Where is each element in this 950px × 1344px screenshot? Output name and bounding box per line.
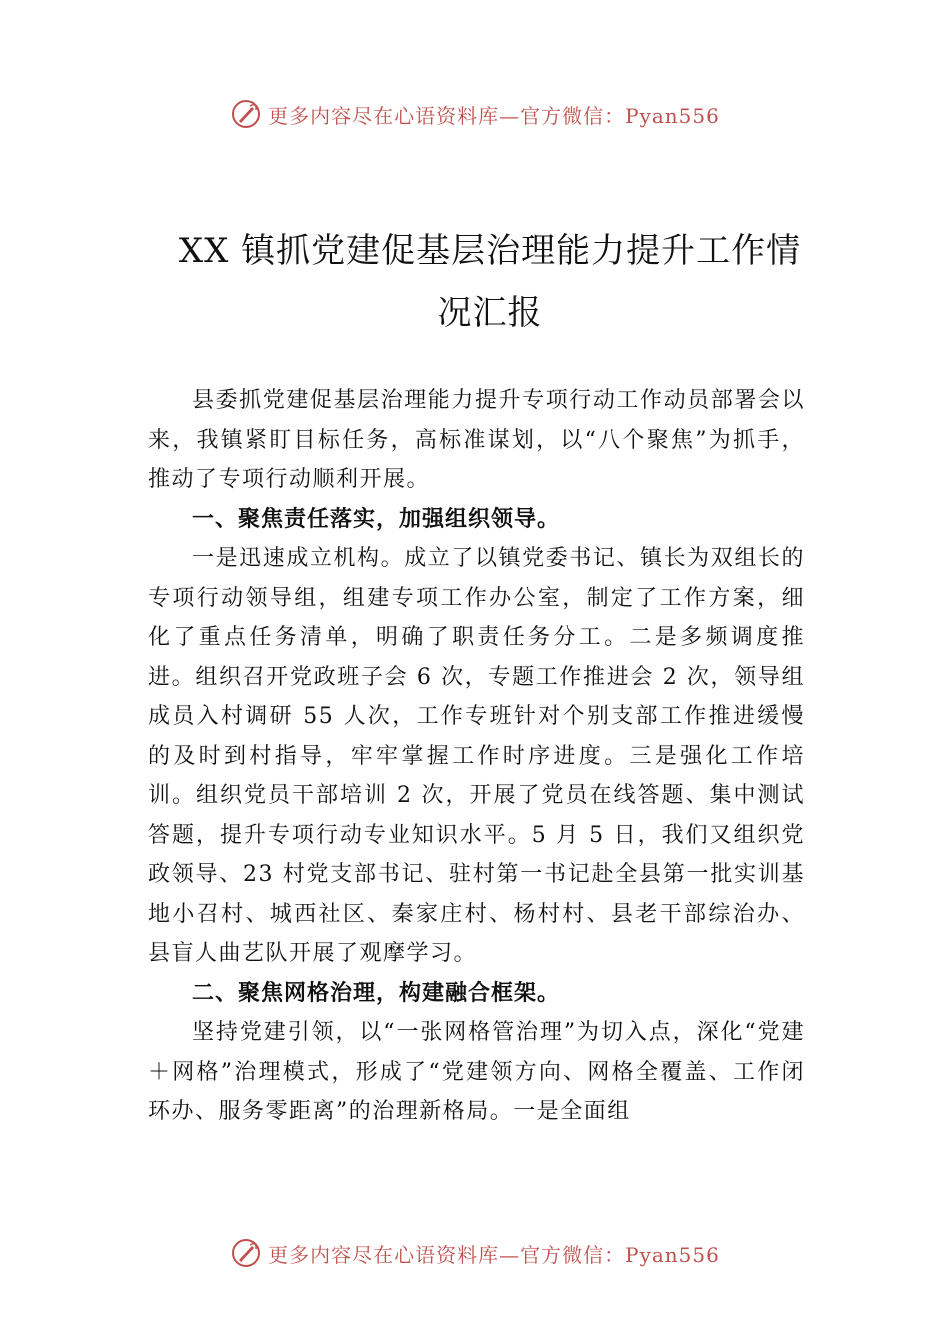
title-line-1: XX 镇抓党建促基层治理能力提升工作情 [178, 231, 802, 271]
section-1-heading: 一、聚焦责任落实，加强组织领导。 [192, 506, 561, 532]
section-2-heading: 二、聚焦网格治理，构建融合框架。 [192, 980, 561, 1006]
intro-paragraph: 县委抓党建促基层治理能力提升专项行动工作动员部署会以来，我镇紧盯目标任务，高标准谋划，以“八个聚焦”为抓手，推动了专项行动顺利开展。 [148, 388, 805, 492]
section-1-paragraph: 一是迅速成立机构。成立了以镇党委书记、镇长为双组长的专项行动领导组，组建专项工作办公室，制定了工作方案，细化了重点任务清单，明确了职责任务分工。二是多频调度推进。组织召开党政班子会 6 次，专题工作推进会 2 次，领导组成员入村调研 55 人次，工作专班针对个别支部工作推进缓慢的及时到村指导，牢牢掌握工作时序进度。三是强化工作培训。组织党员干部培训 2 次，开展了党员在线答题、集中测试答题，提升专项行动专业知识水平。5 月 5 日，我们又组织党政领导、23 村党支部书记、驻村第一书记赴全县第一批实训基地小召村、城西社区、秦家庄村、杨村村、县老干部综治办、县盲人曲艺队开展了观摩学习。 [148, 546, 805, 966]
quill-logo-icon [230, 1237, 262, 1269]
document-title [140, 220, 840, 344]
quill-logo-icon [230, 98, 262, 130]
watermark-text: 更多内容尽在心语资料库—官方微信：Pyan556 [268, 103, 720, 128]
header-watermark [0, 94, 950, 134]
watermark-text: 更多内容尽在心语资料库—官方微信：Pyan556 [268, 1242, 720, 1267]
title-line-2: 况汇报 [437, 293, 543, 333]
section-2-paragraph: 坚持党建引领，以“一张网格管治理”为切入点，深化“党建＋网格”治理模式，形成了“党建领方向、网格全覆盖、工作闭环办、服务零距离”的治理新格局。一是全面组 [148, 1020, 805, 1124]
document-body [148, 381, 805, 1132]
footer-watermark [0, 1233, 950, 1273]
